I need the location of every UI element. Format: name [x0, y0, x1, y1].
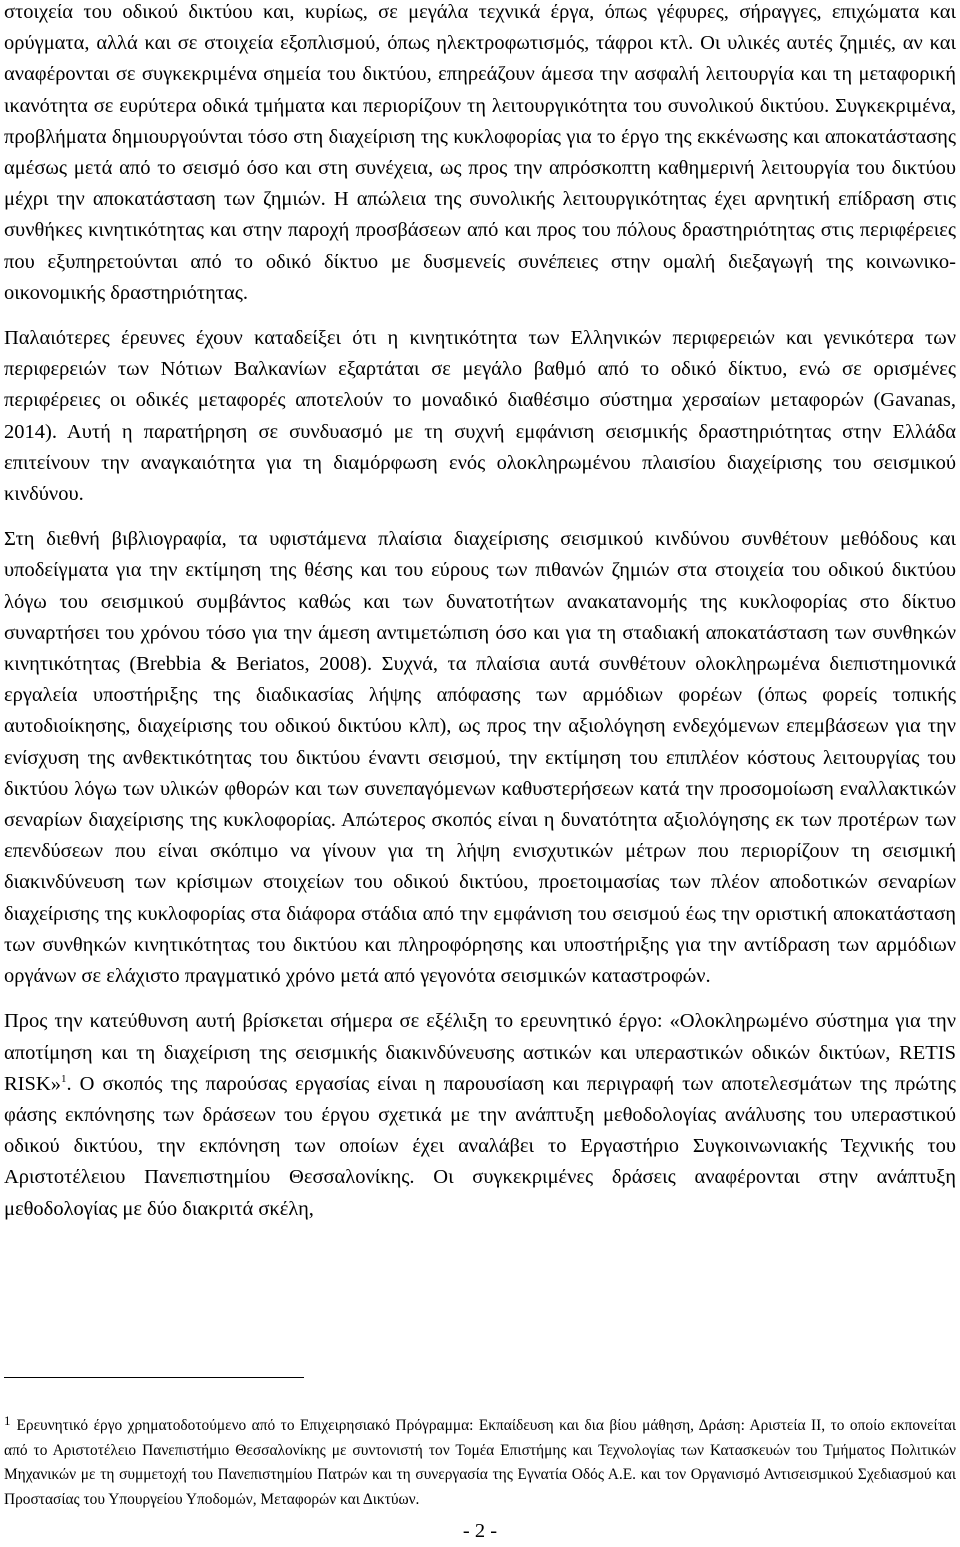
- footnote-reference: 1: [60, 1072, 67, 1085]
- paragraph-3: Στη διεθνή βιβλιογραφία, τα υφιστάμενα πλαίσια διαχείρισης σεισμικού κινδύνου συνθέτουν μεθόδους και υποδείγματα για την εκτίμηση της θέσης και του εύρους των πιθανών ζημιών στα στοιχεία του οδικού δικτύου λόγω του σεισμικού συμβάντος καθώς και των δυνατοτήτων ανακατανομής της κυκλοφορίας στο δίκτυο συναρτήσει του χρόνου τόσο για την άμεση αντιμετώπιση όσο και για τη σταδιακή αποκατάσταση των συνθηκών κινητικότητας (Brebbia & Beriatos, 2008). Συχνά, τα πλαίσια αυτά συνθέτουν ολοκληρωμένα διεπιστημονικά εργαλεία υποστήριξης της διαδικασίας λήψης απόφασης των αρμόδιων φορέων (όπως φορείς τοπικής αυτοδιοίκησης, διαχείρισης του οδικού δικτύου κλπ), ως προς την αξιολόγηση ενδεχόμενων επεμβάσεων για την ενίσχυση της ανθεκτικότητας του δικτύου έναντι σεισμού, την εκτίμηση του επιπλέον κόστους λειτουργίας του δικτύου λόγω των υλικών φθορών και των συνεπαγόμενων καθυστερήσεων κατά την προσομοίωση εναλλακτικών σεναρίων διαχείρισης της κυκλοφορίας. Απώτερος σκοπός είναι η δυνατότητα αξιολόγησης εκ των προτέρων των επενδύσεων που είναι σκόπιμο να γίνουν για τη λήψη ενισχυτικών μέτρων που περιορίζουν τη σεισμική διακινδύνευση των κρίσιμων στοιχείων του οδικού δικτύου, προετοιμασίας των πλέον αποδοτικών σεναρίων διαχείρισης της κυκλοφορίας στα διάφορα στάδια από την εμφάνιση του σεισμού έως την οριστική αποκατάσταση των συνθηκών κινητικότητας του δικτύου και πληροφόρησης και υποστήριξης για την αντίδραση των αρμόδιων οργάνων σε ελάχιστο πραγματικό χρόνο μετά από γεγονότα σεισμικών καταστροφών.: [4, 528, 956, 988]
- paragraph-2: Παλαιότερες έρευνες έχουν καταδείξει ότι η κινητικότητα των Ελληνικών περιφερειών και γενικότερα των περιφερειών των Νότιων Βαλκανίων εξαρτάται σε μεγάλο βαθμό από το οδικό δίκτυο, ενώ σε ορισμένες περιφέρειες οι οδικές μεταφορές αποτελούν το μοναδικό διαθέσιμο σύστημα χερσαίων μεταφορών (Gavanas, 2014). Αυτή η παρατήρηση σε συνδυασμό με τη συχνή εμφάνιση σεισμικής δραστηριότητας στην Ελλάδα επιτείνουν την αναγκαιότητα για τη διαμόρφωση ενός ολοκληρωμένου πλαισίου διαχείρισης του σεισμικού κινδύνου.: [4, 327, 956, 506]
- footnote-number: 1: [4, 1413, 11, 1428]
- footnote: [4, 1409, 956, 1512]
- paragraph-4-text-start: Προς την κατεύθυνση αυτή βρίσκεται σήμερα σε εξέλιξη το ερευνητικό έργο: «Ολοκληρωμένο σύστημα για την αποτίμηση και τη διαχείριση της σεισμικής διακινδύνευσης αστικών και υπεραστικών οδικών δικτύων, RETIS RISK»: [4, 1010, 956, 1095]
- paragraph-4: [4, 1006, 956, 1224]
- footnote-text: Ερευνητικό έργο χρηματοδοτούμενο από το Επιχειρησιακό Πρόγραμμα: Εκπαίδευση και δια βίου μάθηση, Δράση: Αριστεία ΙΙ, το οποίο εκπονείται από το Αριστοτέλειο Πανεπιστήμιο Θεσσαλονίκης με συντονιστή τον Τομέα Επιστήμης και Τεχνολογίας των Κατασκευών του Τμήματος Πολιτικών Μηχανικών με τη συμμετοχή του Πανεπιστημίου Πατρών και τη συνεργασία της Εγνατία Οδός Α.Ε. και τον Οργανισμό Αντισεισμικού Σχεδιασμού και Προστασίας του Υπουργείου Υποδομών, Μεταφορών και Δικτύων.: [4, 1417, 956, 1508]
- paragraph-gap: [4, 510, 956, 524]
- paragraph-4-text-end: . Ο σκοπός της παρούσας εργασίας είναι η παρουσίαση και περιγραφή των αποτελεσμάτων της πρώτης φάσης εκπόνησης των δράσεων του έργου σχετικά με την ανάπτυξη μεθοδολογίας ανάλυσης του υπεραστικού οδικού δικτύου, την εκπόνηση των οποίων έχει αναλάβει το Εργαστήριο Συγκοινωνιακής Τεχνικής του Αριστοτέλειου Πανεπιστημίου Θεσσαλονίκης. Οι συγκεκριμένες δράσεις αναφέρονται στην ανάπτυξη μεθοδολογίας με δύο διακριτά σκέλη,: [4, 1072, 956, 1220]
- document-body: [4, 0, 956, 1225]
- paragraph-gap: [4, 992, 956, 1006]
- footnote-separator: [4, 1377, 304, 1378]
- paragraph-gap: [4, 309, 956, 323]
- page-number: - 2 -: [462, 1520, 498, 1542]
- paragraph-1: στοιχεία του οδικού δικτύου και, κυρίως, σε μεγάλα τεχνικά έργα, όπως γέφυρες, σήραγγες, επιχώματα και ορύγματα, αλλά και σε στοιχεία εξοπλισμού, όπως ηλεκτροφωτισμός, τάφροι κτλ. Οι υλικές αυτές ζημιές, αν και αναφέρονται σε συγκεκριμένα σημεία του δικτύου, επηρεάζουν άμεσα την ασφαλή λειτουργία και τη μεταφορική ικανότητα σε ευρύτερα οδικά τμήματα και περιορίζουν τη λειτουργικότητα του συνολικού δικτύου. Συγκεκριμένα, προβλήματα δημιουργούνται τόσο στη διαχείριση της κυκλοφορίας για το έργο της εκκένωσης και αποκατάστασης αμέσως μετά από το σεισμό όσο και στη συνέχεια, ως προς την απρόσκοπτη καθημερινή λειτουργία του δικτύου μέχρι την αποκατάσταση των ζημιών. Η απώλεια της συνολικής λειτουργικότητας έχει αρνητική επίδραση στις συνθήκες κινητικότητας και στην παροχή προσβάσεων από και προς του πόλους δραστηριότητας στις περιφέρειες που εξυπηρετούνται από το οδικό δίκτυο με δυσμενείς συνέπειες στην ομαλή διεξαγωγή της κοινωνικο-οικονομικής δραστηριότητας.: [4, 1, 956, 304]
